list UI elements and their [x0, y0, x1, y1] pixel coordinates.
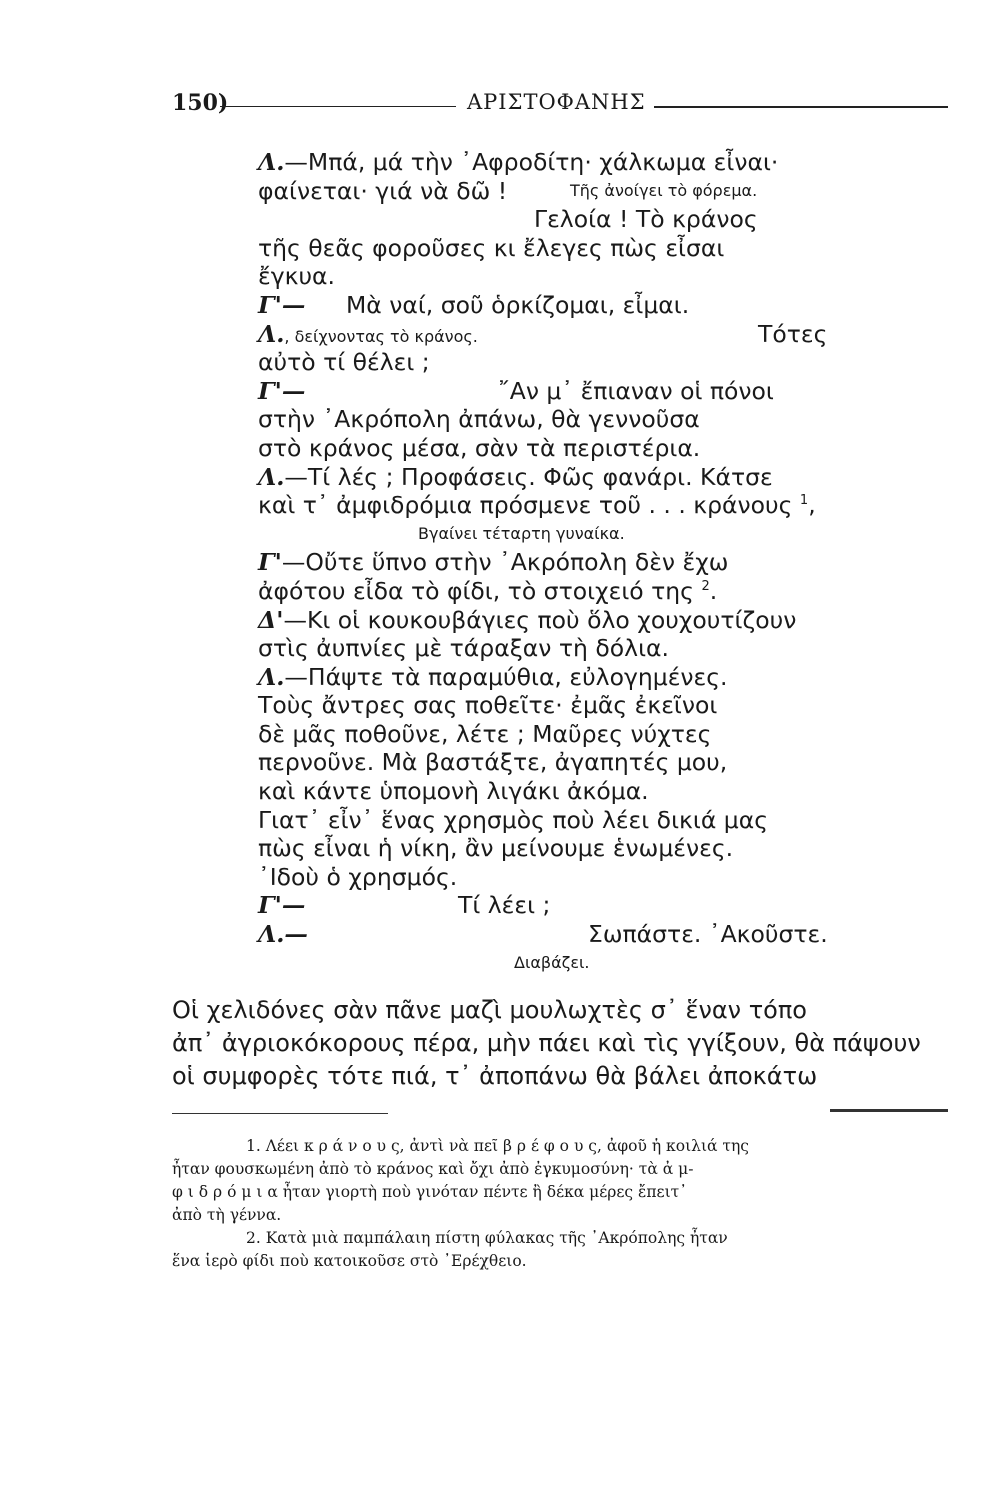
text-line [258, 891, 898, 920]
line-text: καὶ κάντε ὑπομονὴ λιγάκι ἀκόμα. [258, 777, 649, 806]
line-text: φαίνεται· γιά νὰ δῶ ! [258, 176, 508, 205]
text-line [258, 205, 898, 234]
text-line [258, 548, 898, 577]
line-text: στὴν ᾿Ακρόπολη ἀπάνω, θὰ γεννοῦσα [258, 405, 700, 434]
text-line [258, 777, 898, 806]
footnote-ref: 1 [799, 493, 809, 509]
footnote-line: φ ι δ ρ ό μ ι α ἦταν γιορτὴ ποὺ γινόταν πέντε ἢ δέκα μέρες ἔπειτ᾿ [172, 1183, 687, 1201]
text-line [258, 806, 898, 835]
line-text: —Οὔτε ὕπνο στὴν ᾿Ακρόπολη δὲν ἔχω [281, 548, 729, 577]
footnote-line: 2. Κατὰ μιὰ παμπάλαιη πίστη φύλακας τῆς ᾿Ακρόπολης ἦταν [246, 1229, 728, 1247]
running-title: ΑΡΙΣΤΟΦΑΝΗΣ [467, 90, 646, 114]
text-line [258, 377, 898, 406]
stage-direction: Τῆς ἀνοίγει τὸ φόρεμα. [570, 180, 758, 200]
line-text: καὶ τ᾿ ἀμφιδρόμια πρόσμενε τοῦ . . . κράνους [258, 491, 793, 520]
text-line [258, 262, 898, 291]
text-line [258, 177, 898, 206]
text-line [258, 577, 898, 606]
line-text: —Τί λές ; Προφάσεις. Φῶς φανάρι. Κάτσε [284, 462, 773, 491]
line-text: ᾿Ιδοὺ ὁ χρησμός. [258, 862, 458, 891]
speaker-label: Γ'— [258, 290, 306, 319]
dialogue-text [258, 148, 898, 977]
text-line [258, 234, 898, 263]
footnote-ref: 2 [701, 579, 710, 595]
text-line [258, 520, 898, 549]
footnote-line: ἕνα ἱερὸ φίδι ποὺ κατοικοῦσε στὸ ᾿Ερέχθειο. [172, 1252, 527, 1270]
stage-direction: Διαβάζει. [514, 952, 590, 972]
footnote-line: ἦταν φουσκωμένη ἀπὸ τὸ κράνος καὶ ὄχι ἀπὸ ἐγκυμοσύνη· τὰ ἀ μ- [172, 1160, 694, 1178]
text-line [258, 834, 898, 863]
text-line [258, 405, 898, 434]
line-text: , [808, 491, 816, 520]
speaker-label: Λ.— [258, 920, 308, 949]
footnote-divider [172, 1113, 388, 1114]
text-line [258, 606, 898, 635]
line-text: ῎Αν μ᾿ ἔπιαναν οἱ πόνοι [498, 376, 774, 405]
line-text: Σωπάστε. ᾿Ακοῦστε. [588, 920, 828, 949]
text-line [258, 434, 898, 463]
line-text: Γιατ᾿ εἶν᾿ ἕνας χρησμὸς ποὺ λέει δικιά μας [258, 805, 769, 834]
stage-direction: Βγαίνει τέταρτη γυναίκα. [418, 523, 625, 543]
line-text: ἀφότου εἶδα τὸ φίδι, τὸ στοιχειό της [258, 576, 694, 605]
text-line [258, 663, 898, 692]
text-line [258, 720, 898, 749]
line-text: ἔγκυα. [258, 262, 336, 291]
speaker-label: Γ'— [258, 376, 306, 405]
text-line [258, 748, 898, 777]
stage-direction: , δείχνοντας τὸ κράνος. [284, 326, 478, 346]
line-text: . [709, 576, 718, 605]
oracle-line: Οἱ χελιδόνες σὰν πᾶνε μαζὶ μουλωχτὲς σ᾿ ἕναν τόπο [172, 996, 807, 1024]
line-text: Τί λέει ; [458, 891, 551, 920]
text-line [258, 463, 898, 492]
line-text: τῆς θεᾶς φοροῦσες κι ἔλεγες πὼς εἶσαι [258, 233, 725, 262]
text-line [258, 691, 898, 720]
line-text: στὶς ἀυπνίες μὲ τάραξαν τὴ δόλια. [258, 634, 669, 663]
line-text: Τοὺς ἄντρες σας ποθεῖτε· ἐμᾶς ἐκεῖνοι [258, 691, 718, 720]
line-text: —Μπά, μά τὴν ᾿Αφροδίτη· χάλκωμα εἶναι· [284, 148, 779, 176]
text-line [258, 920, 898, 949]
text-line [258, 348, 898, 377]
speaker-label: Λ. [258, 462, 285, 491]
speaker-label: Λ. [258, 148, 285, 176]
text-line [258, 634, 898, 663]
speaker-label: Λ. [258, 319, 285, 348]
line-text: —Κι οἱ κουκουβάγιες ποὺ ὅλο χουχουτίζουν [283, 605, 797, 634]
text-line [258, 148, 898, 177]
line-text: δὲ μᾶς ποθοῦνε, λέτε ; Μαῦρες νύχτες [258, 719, 712, 748]
line-text: Γελοία ! Τὸ κράνος [534, 205, 758, 234]
line-text: αὐτὸ τί θέλει ; [258, 348, 430, 377]
footnote-line: ἀπὸ τὴ γέννα. [172, 1206, 282, 1224]
footnote-line: 1. Λέει κ ρ ά ν ο υ ς, ἀντὶ νὰ πεῖ β ρ έ φ ο υ ς, ἀφοῦ ἡ κοιλιά της [246, 1137, 749, 1155]
oracle-line: οἱ συμφορὲς τότε πιά, τ᾿ ἀποπάνω θὰ βάλει ἀποκάτω [172, 1062, 818, 1090]
line-text: —Πάψτε τὰ παραμύθια, εὐλογημένες. [284, 662, 728, 691]
text-line [258, 949, 898, 978]
text-line [258, 491, 898, 520]
header-rule-left [220, 106, 456, 107]
line-text: στὸ κράνος μέσα, σὰν τὰ περιστέρια. [258, 433, 701, 462]
footnotes [172, 1135, 952, 1273]
speaker-label: Λ. [258, 662, 285, 691]
line-text: Μὰ ναί, σοῦ ὁρκίζομαι, εἶμαι. [346, 290, 690, 319]
oracle-text [172, 994, 952, 1093]
text-line [258, 291, 898, 320]
line-text: Τότες [758, 319, 828, 348]
line-text: πὼς εἶναι ἡ νίκη, ἂν μείνουμε ἑνωμένες. [258, 834, 734, 863]
page-number: 150) [172, 90, 229, 116]
page-header [172, 86, 948, 120]
oracle-line: ἀπ᾿ ἀγριοκόκορους πέρα, μὴν πάει καὶ τὶς γγίξουν, θὰ πάψουν [172, 1029, 921, 1057]
speaker-label: Γ' [258, 548, 282, 577]
text-line [258, 320, 898, 349]
header-rule-right [654, 106, 948, 108]
text-line [258, 863, 898, 892]
footnote-divider-right [830, 1109, 948, 1112]
speaker-label: Γ'— [258, 891, 306, 920]
speaker-label: Δ' [258, 605, 284, 634]
line-text: περνοῦνε. Μὰ βαστάξτε, ἀγαπητές μου, [258, 748, 728, 777]
